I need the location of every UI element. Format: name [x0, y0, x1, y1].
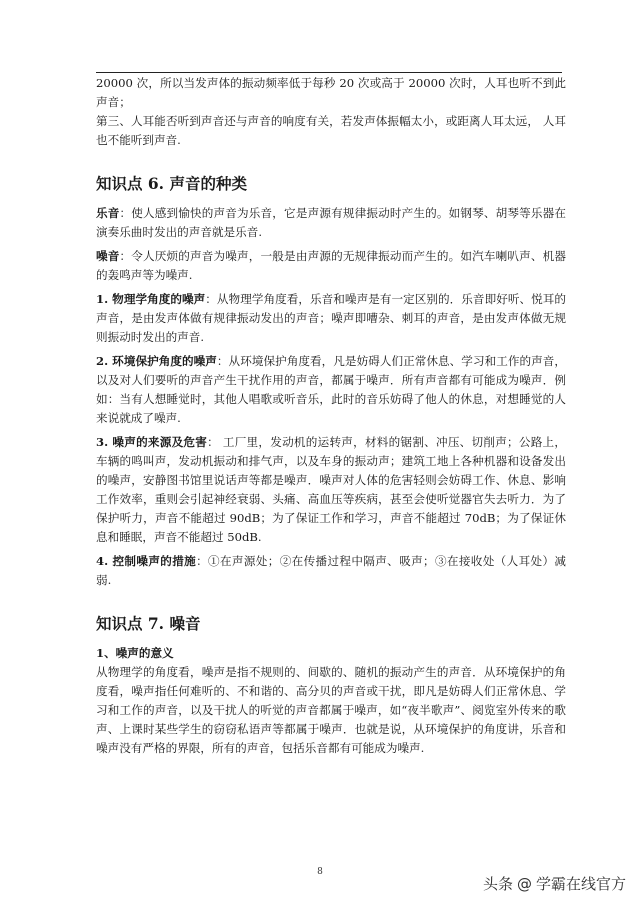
section-7-paragraph: 从物理学的角度看，噪声是指不规则的、间歇的、随机的振动产生的声音．从环境保护的角度看，噪声指任何难听的、不和谐的、高分贝的声音或干扰，即凡是妨碍人们正常休息、学习和工作的声音，以及干扰人的听觉的声音都属于噪声，如“夜半歌声”、阅览室外传来的歌声、上课时某些学生的窃窃私语声等都属于噪声．也就是说，从环境保护的角度讲，乐音和噪声没有严格的界限，所有的声音，包括乐音都有可能成为噪声.	[96, 665, 566, 755]
item-4-text: ：①在声源处；②在传播过程中隔声、吸声；③在接收处（人耳处）减弱.	[96, 554, 566, 587]
section-7-subtitle	[96, 644, 566, 663]
item-3-paragraph	[96, 433, 566, 547]
music-text: ：使人感到愉快的声音为乐音，它是声源有规律振动时产生的。如钢琴、胡琴等乐器在演奏乐曲时发出的声音就是乐音.	[96, 206, 566, 239]
item-1-text: ：从物理学角度看，乐音和噪声是有一定区别的．乐音即好听、悦耳的声音，是由发声体做有规律振动发出的声音；噪声即嘈杂、刺耳的声音，是由发声体做无规则振动时发出的声音.	[96, 292, 566, 344]
intro-paragraph-1: 20000 次，所以当发声体的振动频率低于每秒 20 次或高于 20000 次时，人耳也听不到此声音；	[96, 76, 566, 109]
item-1-title: 1. 物理学角度的噪声	[96, 292, 206, 306]
item-3-title: 3. 噪声的来源及危害	[96, 435, 208, 449]
item-4-title: 4. 控制噪声的措施	[96, 554, 197, 568]
watermark	[483, 873, 626, 894]
music-paragraph	[96, 204, 566, 242]
page-number: 8	[317, 867, 323, 877]
item-1-paragraph	[96, 290, 566, 347]
noise-text: ：令人厌烦的声音为噪声，一般是由声源的无规律振动而产生的。如汽车喇叭声、机器的轰鸣声等为噪声.	[96, 249, 566, 282]
item-2-paragraph	[96, 352, 566, 428]
section-7-heading: 知识点 7. 噪音	[96, 614, 201, 633]
page-content	[96, 74, 566, 758]
item-2-text: ：从环境保护角度看，凡是妨碍人们正常休息、学习和工作的声音， 以及对人们要听的声音产生干扰作用的声音，都属于噪声．所有声音都有可能成为噪声．例如：当有人想睡觉时，其他人唱歌或听音乐，此时的音乐妨碍了他人的休息，对想睡觉的人来说就成了噪声.	[96, 354, 566, 425]
watermark-name: 学霸在线官方	[535, 875, 626, 893]
noise-term: 噪音	[96, 249, 120, 263]
top-rule	[96, 72, 562, 73]
watermark-at: @	[516, 874, 532, 893]
item-3-text: ： 工厂里，发动机的运转声，材料的锯割、冲压、切削声；公路上，车辆的鸣叫声，发动机振动和排气声，以及车身的振动声；建筑工地上各种机器和设备发出的噪声，安静图书馆里说话声等都是噪声．噪声对人体的危害轻则会妨碍工作、休息、影响工作效率，重则会引起神经衰弱、头痛、高血压等疾病，甚至会使听觉器官失去听力．为了保护听力，声音不能超过 90dB；为了保证工作和学习，声音不能超过 70dB；为了保证休息和睡眠，声音不能超过 50dB.	[96, 435, 566, 544]
item-2-title: 2. 环境保护角度的噪声	[96, 354, 217, 368]
music-term: 乐音	[96, 206, 120, 220]
section-6-heading: 知识点 6. 声音的种类	[96, 174, 247, 193]
intro-paragraph-2: 第三、人耳能否听到声音还与声音的响度有关，若发声体振幅太小，或距离人耳太远， 人耳也不能听到声音.	[96, 114, 566, 147]
watermark-prefix: 头条	[482, 875, 513, 893]
noise-paragraph	[96, 247, 566, 285]
section-7-subtitle-text: 1、噪声的意义	[96, 646, 174, 660]
item-4-paragraph	[96, 552, 566, 590]
